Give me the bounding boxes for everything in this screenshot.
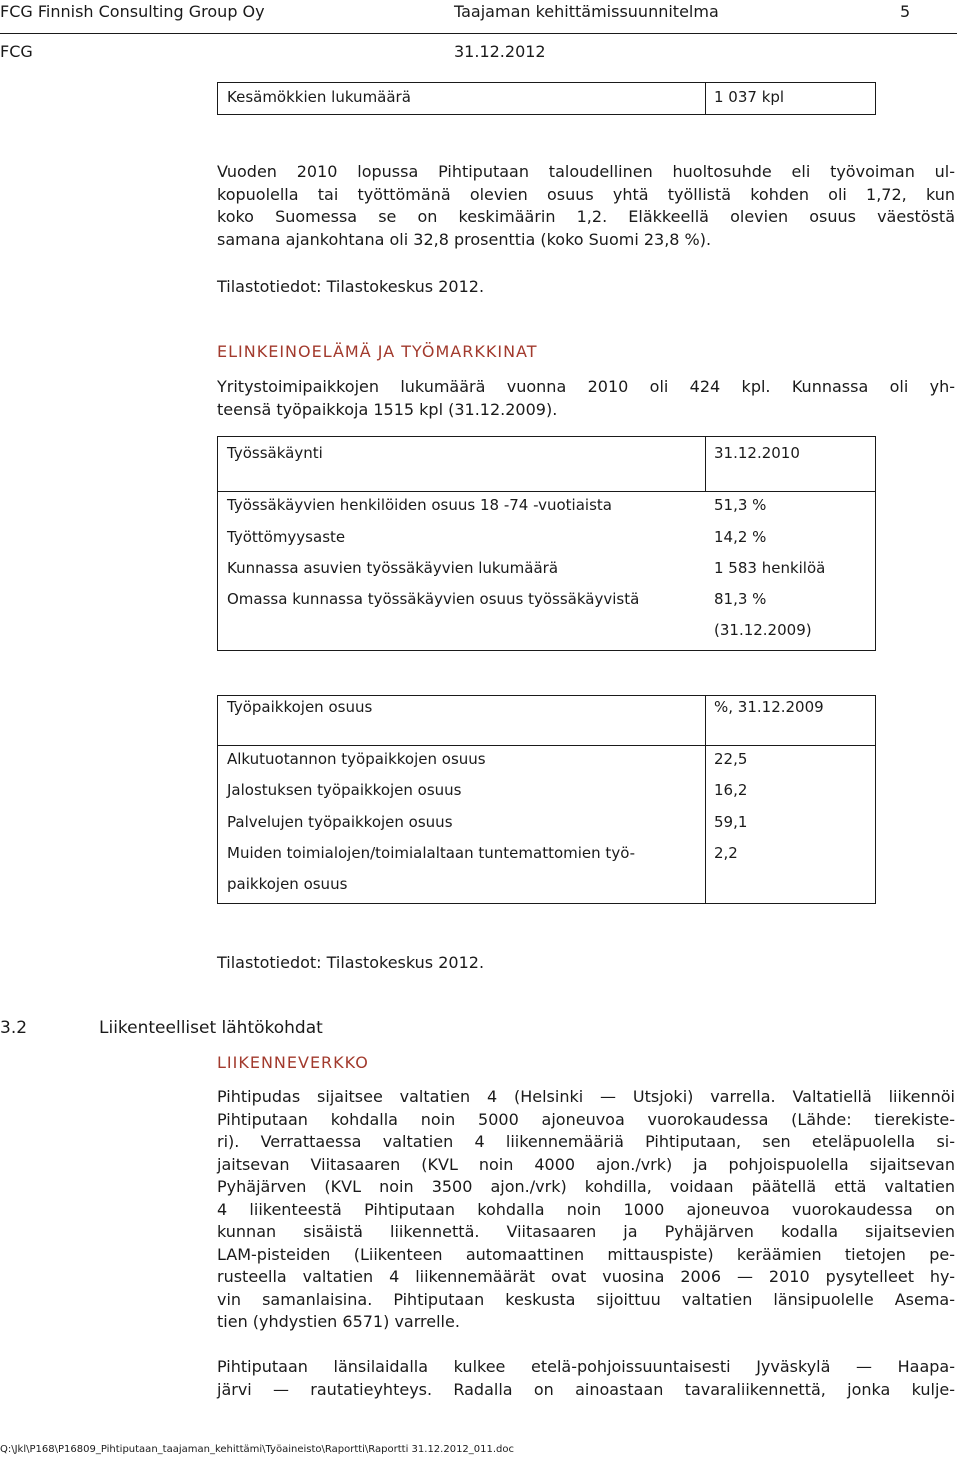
table-row-label: Jalostuksen työpaikkojen osuus <box>227 781 462 799</box>
paragraph-railway <box>217 1356 955 1401</box>
cottage-label: Kesämökkien lukumäärä <box>227 88 411 106</box>
employment-header-value: 31.12.2010 <box>714 444 800 462</box>
table-row-value: 2,2 <box>714 844 738 862</box>
employment-header-label: Työssäkäynti <box>227 444 323 462</box>
paragraph-line: LAM-pisteiden (Liikenteen automaattinen mittauspiste) keräämien tietojen pe- <box>217 1244 955 1264</box>
cottage-value: 1 037 kpl <box>714 88 785 106</box>
jobs-header-label: Työpaikkojen osuus <box>227 698 373 716</box>
paragraph-line: teensä työpaikkoja 1515 kpl (31.12.2009). <box>217 399 558 419</box>
paragraph-line: tien (yhdystien 6571) varrelle. <box>217 1312 460 1331</box>
paragraph-business <box>217 376 955 421</box>
footer-file-path: Q:\Jkl\P168\P16809_Pihtiputaan_taajaman_kehittämi\Työaineisto\Raportti\Raportti 31.12.2012_011.doc <box>0 1444 515 1455</box>
table-row-label-cont: paikkojen osuus <box>227 875 348 893</box>
paragraph-line: Pyhäjärven (KVL noin 3500 ajon./vrk) kohdilla, voidaan päätellä että valtatien <box>217 1177 955 1196</box>
paragraph-line: Pihtiputaan kohdalla noin 5000 ajoneuvoa vuorokaudessa (Lähde: tierekiste- <box>217 1109 955 1129</box>
header-divider <box>0 33 957 34</box>
heading-traffic: LIIKENNEVERKKO <box>217 1053 369 1072</box>
jobs-table <box>217 695 876 904</box>
table-row-label: Työttömyysaste <box>227 528 346 546</box>
paragraph-line: Pihtiputaan länsilaidalla kulkee etelä-pohjoissuuntaisesti Jyväskylä — Haapa- <box>217 1357 955 1376</box>
table-row-label: Palvelujen työpaikkojen osuus <box>227 813 453 831</box>
paragraph-line: ri). Verrattaessa valtatien 4 liikennemääriä Pihtiputaan, sen eteläpuolella si- <box>217 1132 955 1151</box>
table-row-value: 59,1 <box>714 813 748 831</box>
table-row-value: 1 583 henkilöä <box>714 559 826 577</box>
table-row-label: Omassa kunnassa työssäkäyvien osuus työssäkäyvistä <box>227 590 640 608</box>
jobs-header-value: %, 31.12.2009 <box>714 698 824 716</box>
table-row-value-date: (31.12.2009) <box>714 621 812 639</box>
paragraph-line: samana ajankohtana oli 32,8 prosenttia (koko Suomi 23,8 %). <box>217 229 712 249</box>
paragraph-line: kunnan sisäistä liikennettä. Viitasaaren ja Pyhäjärven kodalla sijaitsevien <box>217 1222 955 1241</box>
employment-table-header-divider <box>705 436 706 491</box>
header-short: FCG <box>0 42 33 61</box>
paragraph-line: rusteella valtatien 4 liikennemäärät ovat vuosina 2006 — 2010 pysytelleet hy- <box>217 1267 955 1286</box>
header-doc-title: Taajaman kehittämissuunnitelma <box>454 2 719 21</box>
paragraph-line: 4 liikenteestä Pihtiputaan kohdalla noin 1000 ajoneuvoa vuorokaudessa on <box>217 1199 955 1219</box>
cottage-table-divider <box>705 82 706 115</box>
paragraph-line: vin samanlaisina. Pihtiputaan keskusta sijoittuu valtatien länsipuolelle Asema- <box>217 1289 955 1309</box>
paragraph-traffic <box>217 1086 955 1334</box>
paragraph-line: Pihtipudas sijaitsee valtatien 4 (Helsinki — Utsjoki) varrella. Valtatiellä liikennöi <box>217 1087 955 1106</box>
jobs-table-header-rule <box>217 745 876 746</box>
table-row-label: Kunnassa asuvien työssäkäyvien lukumäärä <box>227 559 559 577</box>
paragraph-line: Vuoden 2010 lopussa Pihtiputaan taloudellinen huoltosuhde eli työvoiman ul- <box>217 162 955 181</box>
header-date: 31.12.2012 <box>454 42 546 61</box>
table-row-label: Alkutuotannon työpaikkojen osuus <box>227 750 486 768</box>
table-row-value: 51,3 % <box>714 496 767 514</box>
table-row-value: 22,5 <box>714 750 748 768</box>
paragraph-dependency-ratio <box>217 161 955 251</box>
paragraph-line: Yritystoimipaikkojen lukumäärä vuonna 2010 oli 424 kpl. Kunnassa oli yh- <box>217 377 955 396</box>
table-row-label: Työssäkäyvien henkilöiden osuus 18 -74 -vuotiaista <box>227 496 612 514</box>
heading-business: ELINKEINOELÄMÄ JA TYÖMARKKINAT <box>217 342 538 361</box>
table-row-value: 16,2 <box>714 781 748 799</box>
table-row-label: Muiden toimialojen/toimialaltaan tuntemattomien työ- <box>227 844 636 862</box>
jobs-table-divider <box>705 695 706 904</box>
source-note: Tilastotiedot: Tilastokeskus 2012. <box>217 277 485 296</box>
paragraph-line: jaitsevan Viitasaaren (KVL noin 4000 ajon./vrk) ja pohjoispuolella sijaitsevan <box>217 1154 955 1174</box>
header-company: FCG Finnish Consulting Group Oy <box>0 2 265 21</box>
paragraph-line: koko Suomessa se on keskimäärin 1,2. Eläkkeellä olevien osuus väestöstä <box>217 207 955 226</box>
table-row-value: 81,3 % <box>714 590 767 608</box>
source-note: Tilastotiedot: Tilastokeskus 2012. <box>217 953 485 972</box>
employment-table-header-rule <box>217 491 876 492</box>
section-number: 3.2 <box>0 1018 28 1038</box>
paragraph-line: kopuolella tai työttömänä olevien osuus yhtä työllistä kohden oli 1,72, kun <box>217 184 955 204</box>
header-page-number: 5 <box>900 2 911 21</box>
paragraph-line: järvi — rautatieyhteys. Radalla on ainoastaan tavaraliikennettä, jonka kulje- <box>217 1379 955 1399</box>
table-row-value: 14,2 % <box>714 528 767 546</box>
section-title: Liikenteelliset lähtökohdat <box>99 1018 323 1038</box>
